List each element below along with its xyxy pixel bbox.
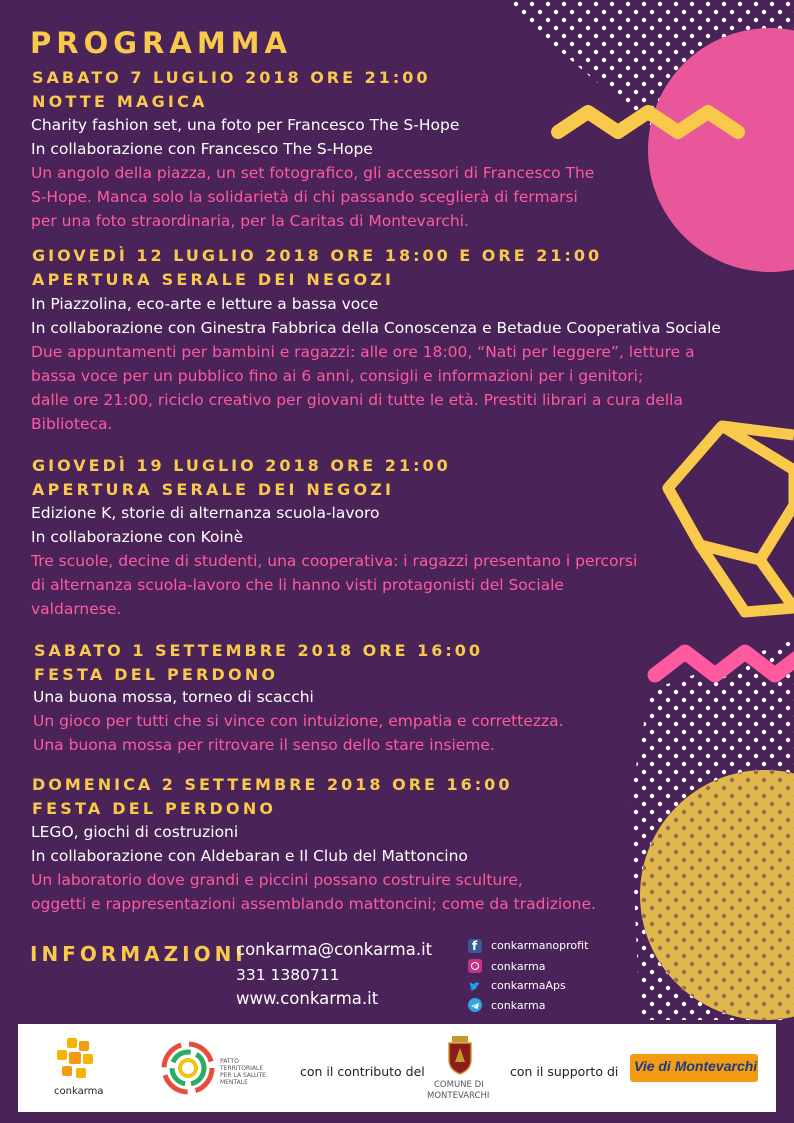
supporto-label: con il supporto di bbox=[510, 1064, 619, 1079]
patto-logo-icon bbox=[160, 1040, 216, 1096]
conkarma-logo-icon bbox=[54, 1036, 98, 1082]
event-details: dalle ore 21:00, riciclo creativo per giovani di tutte le età. Prestiti librari a cura della bbox=[31, 391, 683, 409]
contributo-label: con il contributo del bbox=[300, 1064, 425, 1079]
social-telegram[interactable]: conkarma bbox=[491, 999, 546, 1012]
event-details: di alternanza scuola-lavoro che li hanno visti protagonisti del Sociale bbox=[31, 576, 564, 594]
event-details: S-Hope. Manca solo la solidarietà di chi passando sceglierà di fermarsi bbox=[31, 188, 578, 206]
event-headline: FESTA DEL PERDONO bbox=[32, 799, 277, 818]
event-description: LEGO, giochi di costruzioni bbox=[31, 823, 239, 841]
event-headline: APERTURA SERALE DEI NEGOZI bbox=[32, 270, 395, 289]
event-collaboration: In collaborazione con Aldebaran e Il Club del Mattoncino bbox=[31, 847, 468, 865]
event-details: Biblioteca. bbox=[31, 415, 113, 433]
comune-crest-icon bbox=[446, 1034, 474, 1076]
social-twitter[interactable]: conkarmaAps bbox=[491, 979, 566, 992]
vie-logo bbox=[630, 1054, 758, 1082]
event-description: Edizione K, storie di alternanza scuola-lavoro bbox=[31, 504, 380, 522]
event-headline: APERTURA SERALE DEI NEGOZI bbox=[32, 480, 395, 499]
phone-number[interactable]: 331 1380711 bbox=[236, 966, 340, 984]
info-label: INFORMAZIONI bbox=[30, 942, 247, 966]
conkarma-logo-text: conkarma bbox=[54, 1086, 104, 1097]
event-date: GIOVEDÌ 19 LUGLIO 2018 ORE 21:00 bbox=[32, 456, 451, 475]
event-date: SABATO 1 SETTEMBRE 2018 ORE 16:00 bbox=[34, 641, 483, 660]
event-details: Tre scuole, decine di studenti, una cooperativa: i ragazzi presentano i percorsi bbox=[31, 552, 638, 570]
event-details: bassa voce per un pubblico fino ai 6 anni, consigli e informazioni per i genitori; bbox=[31, 367, 644, 385]
event-date: GIOVEDÌ 12 LUGLIO 2018 ORE 18:00 E ORE 21:00 bbox=[32, 246, 603, 265]
event-details: Un gioco per tutti che si vince con intuizione, empatia e correttezza. bbox=[33, 712, 564, 730]
event-collaboration: In collaborazione con Francesco The S-Hope bbox=[31, 140, 373, 158]
sponsors-footer bbox=[18, 1024, 776, 1112]
event-date: DOMENICA 2 SETTEMBRE 2018 ORE 16:00 bbox=[32, 775, 513, 794]
facebook-icon: f bbox=[468, 939, 482, 953]
event-details: Una buona mossa per ritrovare il senso dello stare insieme. bbox=[33, 736, 495, 754]
email-link[interactable]: conkarma@conkarma.it bbox=[236, 940, 433, 959]
event-description: Charity fashion set, una foto per Francesco The S-Hope bbox=[31, 116, 460, 134]
social-facebook[interactable]: conkarmanoprofit bbox=[491, 939, 589, 952]
event-details: Un laboratorio dove grandi e piccini possano costruire sculture, bbox=[31, 871, 523, 889]
event-details: valdarnese. bbox=[31, 600, 122, 618]
social-instagram[interactable]: conkarma bbox=[491, 960, 546, 973]
event-collaboration: In collaborazione con Koinè bbox=[31, 528, 244, 546]
event-details: Un angolo della piazza, un set fotografico, gli accessori di Francesco The bbox=[31, 164, 595, 182]
vie-logo-text: Vie di Montevarchi bbox=[634, 1058, 758, 1074]
event-details: per una foto straordinaria, per la Caritas di Montevarchi. bbox=[31, 212, 469, 230]
event-date: SABATO 7 LUGLIO 2018 ORE 21:00 bbox=[32, 68, 431, 87]
event-description: Una buona mossa, torneo di scacchi bbox=[33, 688, 314, 706]
event-description: In Piazzolina, eco-arte e letture a bassa voce bbox=[31, 295, 379, 313]
page-title: PROGRAMMA bbox=[30, 26, 292, 60]
event-headline: NOTTE MAGICA bbox=[32, 92, 208, 111]
event-details: oggetti e rappresentazioni assemblando mattoncini; come da tradizione. bbox=[31, 895, 596, 913]
comune-line1: COMUNE DI bbox=[434, 1080, 484, 1090]
twitter-icon bbox=[468, 979, 482, 993]
event-headline: FESTA DEL PERDONO bbox=[34, 665, 279, 684]
telegram-icon bbox=[468, 998, 482, 1012]
comune-line2: MONTEVARCHI bbox=[427, 1091, 490, 1101]
patto-logo-text: PATTO TERRITORIALE PER LA SALUTE MENTALE bbox=[220, 1058, 266, 1086]
website-link[interactable]: www.conkarma.it bbox=[236, 989, 379, 1008]
event-collaboration: In collaborazione con Ginestra Fabbrica della Conoscenza e Betadue Cooperativa Sociale bbox=[31, 319, 721, 337]
event-details: Due appuntamenti per bambini e ragazzi: alle ore 18:00, “Nati per leggere”, letture a bbox=[31, 343, 695, 361]
instagram-icon bbox=[468, 959, 482, 973]
